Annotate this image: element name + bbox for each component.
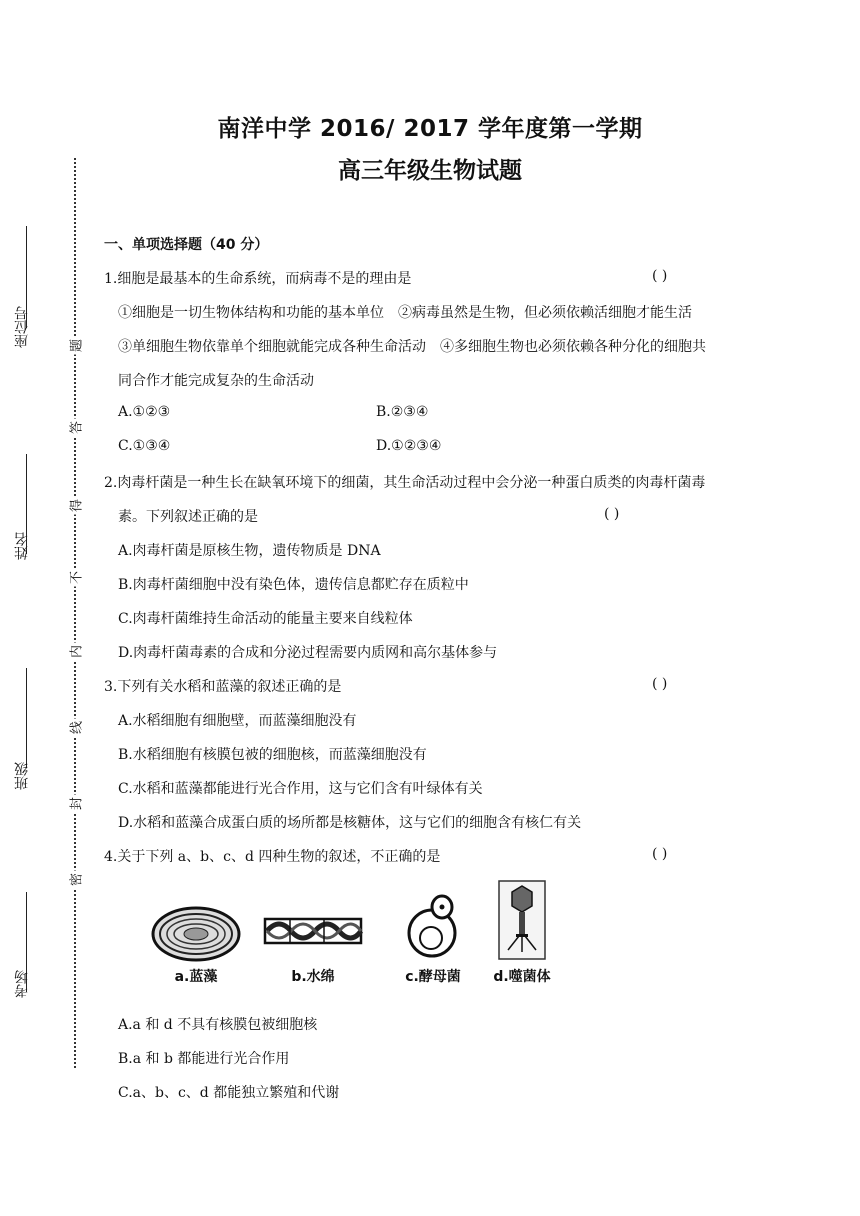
class-label: 班级 <box>14 762 30 790</box>
seal-char: 内 <box>66 643 85 661</box>
q2-answer-bracket: ( ) <box>604 506 620 522</box>
q2-stem-continued: 素。下列叙述正确的是 <box>118 509 258 525</box>
q1-stem: 1.细胞是最基本的生命系统，而病毒不是的理由是 <box>104 271 412 287</box>
q3-option-b: B.水稻细胞有核膜包被的细胞核，而蓝藻细胞没有 <box>118 747 427 763</box>
exam-subtitle: 高三年级生物试题 <box>338 158 522 184</box>
seal-char: 得 <box>66 497 85 515</box>
figure-caption-d: d.噬菌体 <box>493 969 551 985</box>
q4-option-c: C.a、b、c、d 都能独立繁殖和代谢 <box>118 1085 340 1101</box>
figure-caption-c: c.酵母菌 <box>405 969 461 985</box>
figure-caption-b: b.水绵 <box>291 969 335 985</box>
q3-option-d: D.水稻和蓝藻合成蛋白质的场所都是核糖体，这与它们的细胞含有核仁有关 <box>118 815 582 831</box>
bacteriophage-figure <box>498 880 546 960</box>
class-blank <box>26 668 27 768</box>
q2-option-c: C.肉毒杆菌维持生命活动的能量主要来自线粒体 <box>118 611 413 627</box>
q1-option-d: D.①②③④ <box>376 438 442 454</box>
seal-char: 题 <box>66 337 85 355</box>
seal-char: 不 <box>66 569 85 587</box>
q4-answer-bracket: ( ) <box>652 846 668 862</box>
figure-caption-a: a.蓝藻 <box>174 969 218 985</box>
section-heading: 一、单项选择题（40 分） <box>104 237 269 253</box>
exam-room-label: 考场 <box>14 970 30 998</box>
seal-char: 密 <box>66 871 85 889</box>
q4-stem: 4.关于下列 a、b、c、d 四种生物的叙述，不正确的是 <box>104 849 441 865</box>
q2-option-d: D.肉毒杆菌毒素的合成和分泌过程需要内质网和高尔基体参与 <box>118 645 498 661</box>
q1-statement-line: ①细胞是一切生物体结构和功能的基本单位 ②病毒虽然是生物，但必须依赖活细胞才能生活 <box>118 305 692 321</box>
q4-option-a: A.a 和 d 不具有核膜包被细胞核 <box>118 1017 318 1033</box>
dotted-seal-line <box>74 158 76 1068</box>
q3-answer-bracket: ( ) <box>652 676 668 692</box>
cyanobacteria-figure <box>150 905 242 963</box>
exam-title: 南洋中学 2016/ 2017 学年度第一学期 <box>217 116 643 142</box>
q2-option-a: A.肉毒杆菌是原核生物，遗传物质是 DNA <box>118 543 381 559</box>
q1-option-b: B.②③④ <box>376 404 429 420</box>
name-label: 姓名 <box>14 532 30 560</box>
q1-statement-line: 同合作才能完成复杂的生命活动 <box>118 373 314 389</box>
q1-answer-bracket: ( ) <box>652 268 668 284</box>
spirogyra-figure <box>262 915 364 947</box>
q1-option-c: C.①③④ <box>118 438 171 454</box>
seat-number-label: 座位号 <box>14 306 30 348</box>
q1-statement-line: ③单细胞生物依靠单个细胞就能完成各种生命活动 ④多细胞生物也必须依赖各种分化的细胞共 <box>118 339 706 355</box>
seal-char: 封 <box>66 795 85 813</box>
seal-char: 线 <box>66 719 85 737</box>
q2-option-b: B.肉毒杆菌细胞中没有染色体，遗传信息都贮存在质粒中 <box>118 577 469 593</box>
q1-option-a: A.①②③ <box>118 404 171 420</box>
q3-option-c: C.水稻和蓝藻都能进行光合作用，这与它们含有叶绿体有关 <box>118 781 483 797</box>
yeast-figure <box>405 893 461 959</box>
q4-option-b: B.a 和 b 都能进行光合作用 <box>118 1051 290 1067</box>
q3-option-a: A.水稻细胞有细胞壁，而蓝藻细胞没有 <box>118 713 357 729</box>
seal-char: 答 <box>66 419 85 437</box>
q2-stem: 2.肉毒杆菌是一种生长在缺氧环境下的细菌，其生命活动过程中会分泌一种蛋白质类的肉毒杆菌毒 <box>104 475 706 491</box>
q3-stem: 3.下列有关水稻和蓝藻的叙述正确的是 <box>104 679 342 695</box>
